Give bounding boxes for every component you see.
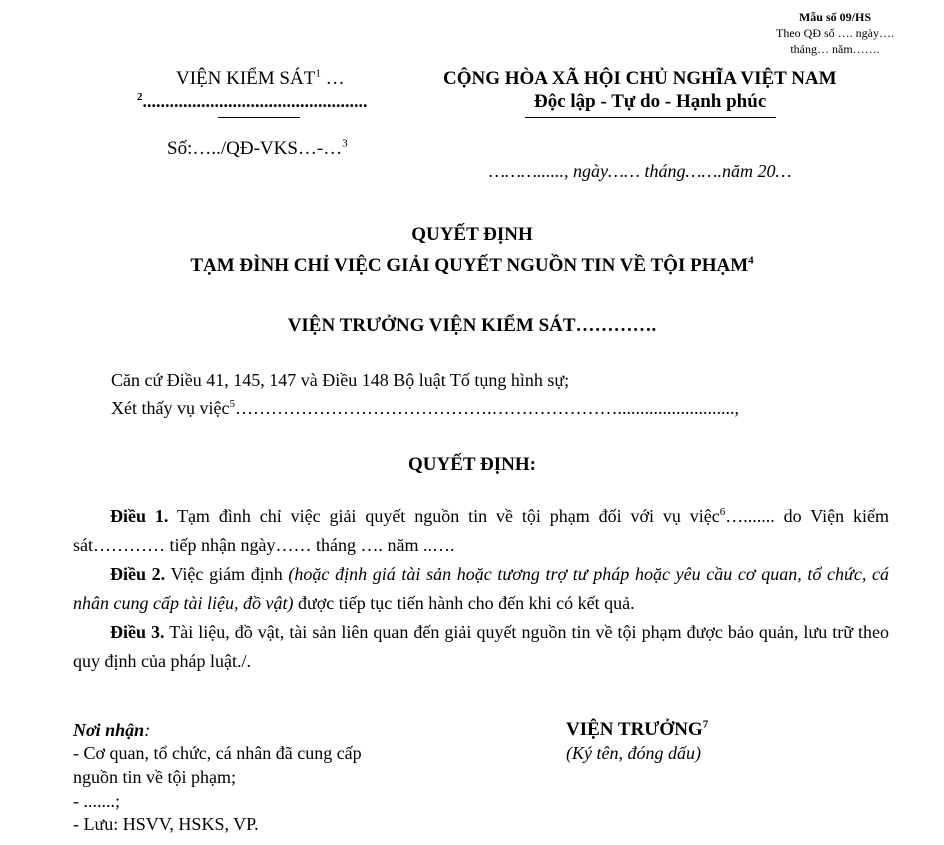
- sub-agency-line: [137, 91, 368, 112]
- decision-heading: QUYẾT ĐỊNH:: [408, 454, 536, 475]
- article-1-text-cont: …....... do Viện kiểm sát………… tiếp nhận ngày…… tháng …. năm ..….: [73, 506, 889, 555]
- footnote-ref-2: 2: [137, 91, 143, 103]
- article-1-label: Điều 1.: [110, 506, 169, 526]
- nation-title: CỘNG HÒA XÃ HỘI CHỦ NGHĨA VIỆT NAM: [443, 68, 837, 89]
- issuing-authority: VIỆN TRƯỞNG VIỆN KIỂM SÁT………….: [287, 315, 657, 336]
- document-subtitle-text: TẠM ĐÌNH CHỈ VIỆC GIẢI QUYẾT NGUỒN TIN VỀ TỘI PHẠM: [190, 255, 749, 276]
- sub-agency-dots: ..................................................: [142, 91, 368, 111]
- case-consideration-dots: …………………………………….…………………..........................,: [234, 398, 739, 418]
- document-number-label: Số:…../QĐ-VKS…-…: [167, 138, 343, 159]
- footnote-ref-3: 3: [342, 137, 348, 150]
- footnote-ref-1: 1: [315, 67, 321, 80]
- national-motto: Độc lập - Tự do - Hạnh phúc: [534, 91, 767, 112]
- article-1-text: Tạm đình chỉ việc giải quyết nguồn tin về tội phạm đối với vụ việc: [168, 506, 720, 526]
- signatory-title-text: VIỆN TRƯỞNG: [566, 719, 703, 740]
- recipients-heading: [73, 720, 150, 741]
- footnote-ref-7: 7: [702, 718, 709, 731]
- signature-instruction: (Ký tên, đóng dấu): [566, 743, 701, 763]
- document-subtitle: [0, 255, 944, 277]
- document-number: [167, 138, 348, 160]
- article-2-alternatives: (hoặc định giá tài sản hoặc tương trợ tư pháp hoặc yêu cầu cơ quan, tổ chức, cá nhân cung cấp tài liệu, đồ vật): [73, 564, 889, 613]
- form-number-block: [770, 9, 900, 57]
- footnote-ref-5: 5: [229, 398, 235, 410]
- article-3-label: Điều 3.: [110, 622, 165, 642]
- article-2-text-cont: được tiếp tục tiến hành cho đến khi có kết quả.: [293, 593, 635, 613]
- recipients-heading-text: Nơi nhận: [73, 720, 145, 740]
- article-1: [73, 502, 889, 560]
- footnote-ref-4: 4: [748, 254, 754, 267]
- article-2: [73, 560, 889, 618]
- article-2-text: Việc giám định: [165, 564, 289, 584]
- article-2-label: Điều 2.: [110, 564, 166, 584]
- recipient-item-2: - .......;: [73, 791, 120, 811]
- place-date-line: ………......, ngày…… tháng…….năm 20…: [489, 161, 792, 181]
- document-title: QUYẾT ĐỊNH: [411, 224, 533, 245]
- agency-name: [176, 68, 345, 90]
- form-number-date: tháng… năm…….: [790, 42, 880, 56]
- footnote-ref-6: 6: [719, 506, 726, 518]
- agency-label: VIỆN KIỂM SÁT: [176, 68, 316, 89]
- recipients-heading-colon: :: [144, 720, 151, 740]
- case-consideration: [111, 398, 739, 419]
- article-3-text: Tài liệu, đồ vật, tài sản liên quan đến giải quyết nguồn tin về tội phạm được bảo quản, lưu trữ theo quy định của pháp luật./.: [73, 622, 889, 671]
- signatory-title: [566, 719, 708, 741]
- form-number-decision: Theo QĐ số …. ngày….: [776, 26, 894, 40]
- recipient-item-1: - Cơ quan, tổ chức, cá nhân đã cung cấp: [73, 743, 362, 763]
- recipient-item-1-cont: nguồn tin về tội phạm;: [73, 767, 236, 787]
- article-3: [73, 618, 889, 676]
- legal-basis: Căn cứ Điều 41, 145, 147 và Điều 148 Bộ luật Tố tụng hình sự;: [111, 370, 570, 390]
- recipient-item-3: - Lưu: HSVV, HSKS, VP.: [73, 814, 259, 834]
- agency-dots: …: [320, 68, 345, 89]
- case-consideration-label: Xét thấy vụ việc: [111, 398, 230, 418]
- left-header-underline: [218, 117, 300, 118]
- form-number-code: Mẫu số 09/HS: [798, 10, 871, 24]
- motto-underline: [525, 117, 776, 118]
